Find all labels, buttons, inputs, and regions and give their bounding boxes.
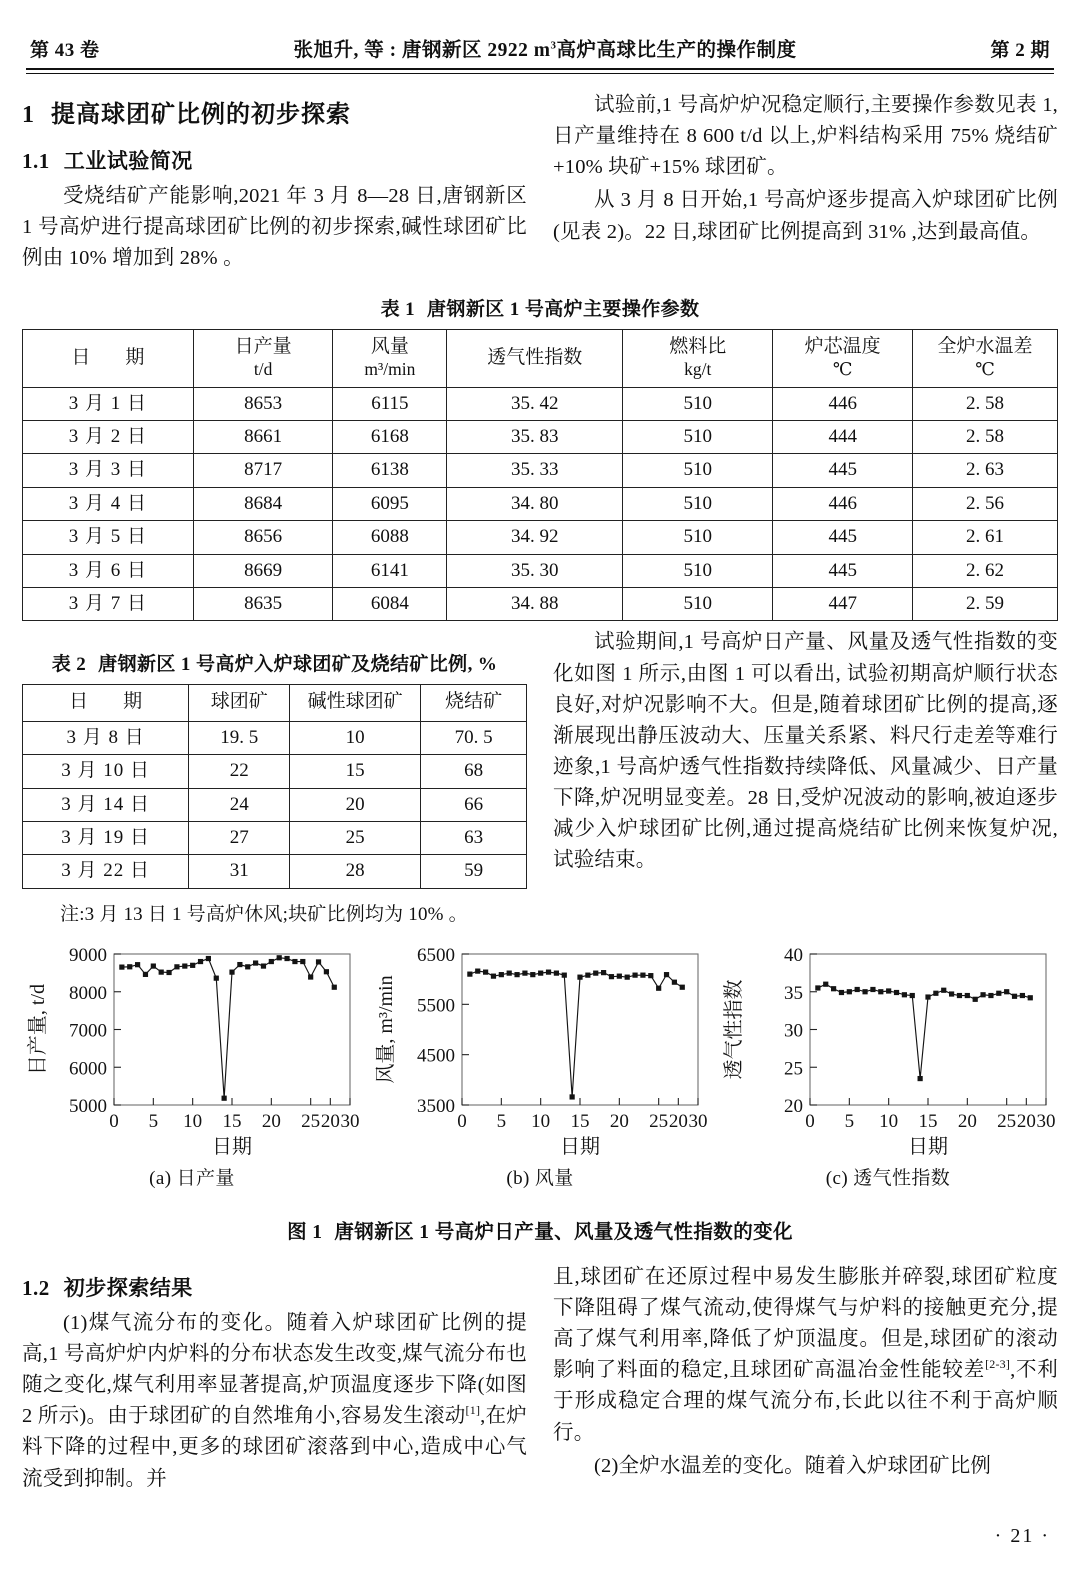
table-row (23, 721, 527, 754)
running-head-title (100, 34, 991, 62)
svg-text:30: 30 (688, 1110, 708, 1132)
table1-col-water-temp-diff-l2: ℃ (975, 358, 995, 379)
table2-caption-label: 表 2 (51, 654, 87, 676)
table-cell-value: 8653 (193, 387, 333, 420)
table-cell-value: 35. 33 (447, 454, 623, 487)
table-cell-value: 70. 5 (421, 721, 527, 754)
table1-col-daily-output-l1: 日产量 (234, 336, 292, 358)
figure-1-caption (22, 1216, 1058, 1244)
right-column-top (553, 90, 1058, 250)
left-column-mid (22, 627, 527, 925)
svg-text:5: 5 (496, 1110, 507, 1132)
table1-col-fuel-ratio-l2: kg/t (684, 358, 712, 379)
table-cell-value: 28 (290, 855, 421, 888)
table1-col-daily-output (193, 330, 333, 387)
table2-col-date: 日 期 (23, 685, 189, 721)
table-cell-value: 35. 83 (447, 420, 623, 453)
table-cell-value: 446 (773, 387, 913, 420)
table1-header-row (23, 330, 1058, 387)
table-cell-value: 22 (189, 755, 290, 788)
figure-1-block (22, 942, 1058, 1244)
table1-body (23, 387, 1058, 621)
running-head-title-prefix: 张旭升, 等 : 唐钢新区 2922 m (293, 40, 551, 61)
table-cell-value: 25 (290, 821, 421, 854)
table-row (23, 554, 1058, 587)
chart-permeability-index (718, 942, 1058, 1157)
svg-text:0: 0 (457, 1110, 467, 1132)
table-cell-value: 6088 (333, 521, 447, 554)
table1-col-permeability (447, 330, 623, 387)
figure-1-caption-label: 图 1 (287, 1221, 323, 1243)
table-cell-value: 63 (421, 821, 527, 854)
svg-text:透气性指数: 透气性指数 (723, 979, 745, 1080)
table2-head (23, 685, 527, 721)
table-cell-value: 34. 92 (447, 521, 623, 554)
table-cell-value: 15 (290, 755, 421, 788)
svg-text:6500: 6500 (417, 944, 455, 966)
left-column-bottom (22, 1262, 527, 1497)
table-cell-date: 3 月 10 日 (23, 755, 189, 788)
running-head-title-suffix: 高炉高球比生产的操作制度 (556, 40, 797, 61)
table-cell-value: 2. 62 (913, 554, 1058, 587)
table-cell-value: 34. 80 (447, 487, 623, 520)
paragraph-right-4 (553, 1262, 1058, 1449)
subsection-heading-1-2 (22, 1272, 527, 1302)
table-cell-value: 446 (773, 487, 913, 520)
table2-col-basic-pellet: 碱性球团矿 (290, 685, 421, 721)
svg-text:20: 20 (320, 1110, 340, 1132)
subsection-number-1-2: 1.2 (22, 1275, 50, 1300)
table-cell-date: 3 月 19 日 (23, 821, 189, 854)
table1-col-blast-volume (333, 330, 447, 387)
svg-text:20: 20 (784, 1095, 803, 1117)
paragraph-right-5: (2)全炉水温差的变化。随着入炉球团矿比例 (594, 1454, 992, 1477)
paragraph-right-2: 从 3 月 8 日开始,1 号高炉逐步提高入炉球团矿比例(见表 2)。22 日,球团矿比例提高到 31% ,达到最高值。 (553, 189, 1058, 243)
table1-col-date (23, 330, 194, 387)
table-cell-value: 510 (623, 554, 773, 587)
table1-col-fuel-ratio-l1: 燃料比 (669, 336, 727, 358)
svg-text:20: 20 (609, 1110, 629, 1132)
right-column-bottom (553, 1262, 1058, 1484)
page-number: · 21 · (994, 1525, 1050, 1547)
table-cell-value: 6168 (333, 420, 447, 453)
paragraph-right-1: 试验前,1 号高炉炉况稳定顺行,主要操作参数见表 1,日产量维持在 8 600 t/d 以上,炉料结构采用 75% 烧结矿+10% 块矿+15% 球团矿。 (553, 94, 1058, 179)
paragraph-left-1: 受烧结矿产能影响,2021 年 3 月 8—28 日,唐钢新区 1 号高炉进行提高球团矿比例的初步探索,碱性球团矿比例由 10% 增加到 28% 。 (22, 185, 527, 270)
svg-text:3500: 3500 (417, 1095, 455, 1117)
table-pellet-sinter-ratio (22, 684, 527, 888)
svg-text:30: 30 (340, 1110, 360, 1132)
table-cell-value: 445 (773, 521, 913, 554)
table1-col-water-temp-diff (913, 330, 1058, 387)
svg-text:4500: 4500 (417, 1045, 455, 1067)
table2-caption (22, 649, 527, 676)
paragraph-left-2-part-b: ,在炉料下降的过程中,更多的球团矿滚落到中心,造成中心气流受到抑制。并 (22, 1405, 527, 1490)
table-cell-value: 66 (421, 788, 527, 821)
table-cell-date: 3 月 1 日 (23, 387, 194, 420)
table-cell-date: 3 月 6 日 (23, 554, 194, 587)
volume-label: 第 43 卷 (30, 40, 100, 61)
table-cell-value: 2. 56 (913, 487, 1058, 520)
table-row (23, 387, 1058, 420)
table-cell-date: 3 月 8 日 (23, 721, 189, 754)
citation-ref-1: [1] (465, 1403, 481, 1418)
table-cell-value: 2. 63 (913, 454, 1058, 487)
table-row (23, 587, 1058, 620)
table2-body (23, 721, 527, 888)
svg-text:6000: 6000 (69, 1058, 107, 1080)
figure-1-row (22, 942, 1058, 1190)
figure-1-caption-text: 唐钢新区 1 号高炉日产量、风量及透气性指数的变化 (334, 1221, 793, 1243)
table-cell-value: 6095 (333, 487, 447, 520)
svg-text:0: 0 (805, 1110, 815, 1132)
table-cell-value: 6084 (333, 587, 447, 620)
paragraph-left-2 (22, 1308, 527, 1495)
running-head (22, 0, 1058, 66)
table1-col-core-temp-l1: 炉芯温度 (804, 336, 881, 358)
table-cell-value: 8684 (193, 487, 333, 520)
table-cell-value: 444 (773, 420, 913, 453)
running-head-title-sup: 3 (550, 39, 557, 52)
table-cell-value: 20 (290, 788, 421, 821)
issue-label: 第 2 期 (990, 40, 1050, 61)
table-row (23, 755, 527, 788)
table1-col-water-temp-diff-l1: 全炉水温差 (937, 336, 1033, 358)
table1-col-date-l1: 日 期 (71, 346, 153, 368)
svg-text:5500: 5500 (417, 995, 455, 1017)
paragraph-left-2-part-a: (1)煤气流分布的变化。随着入炉球团矿比例的提高,1 号高炉炉内炉料的分布状态发生改变,煤气流分布也随之变化,煤气利用率显著提高,炉顶温度逐步下降(如图 2 所示)。由于球团矿的自然堆角小,容易发生滚动 (22, 1311, 527, 1428)
chart-b-container (370, 942, 710, 1190)
table-cell-value: 8669 (193, 554, 333, 587)
mid-columns (22, 627, 1058, 925)
svg-text:15: 15 (570, 1110, 590, 1132)
top-columns (22, 90, 1058, 276)
table-cell-value: 2. 58 (913, 420, 1058, 453)
table2-col-pellet: 球团矿 (189, 685, 290, 721)
subsection-title-1-2: 初步探索结果 (63, 1275, 193, 1300)
right-column-mid (553, 627, 1058, 878)
svg-text:40: 40 (784, 944, 803, 966)
table2-note: 注:3 月 13 日 1 号高炉休风;块矿比例均为 10% 。 (60, 903, 468, 925)
svg-text:5: 5 (844, 1110, 855, 1132)
svg-text:5000: 5000 (69, 1095, 107, 1117)
table-cell-value: 2. 58 (913, 387, 1058, 420)
table-cell-value: 510 (623, 387, 773, 420)
table-row (23, 821, 527, 854)
table-row (23, 420, 1058, 453)
table-cell-value: 510 (623, 454, 773, 487)
table-cell-value: 445 (773, 454, 913, 487)
section-number-1: 1 (22, 102, 35, 128)
svg-text:日期: 日期 (212, 1135, 252, 1157)
table1-col-blast-volume-l1: 风量 (370, 336, 409, 358)
table-cell-value: 510 (623, 587, 773, 620)
paragraph-right-4-part-b: ,不利于形成稳定合理的煤气流分布,长此以往不利于高炉顺行。 (553, 1359, 1058, 1444)
table-row (23, 487, 1058, 520)
svg-text:15: 15 (222, 1110, 242, 1132)
svg-text:15: 15 (918, 1110, 938, 1132)
svg-text:8000: 8000 (69, 982, 107, 1004)
table-cell-value: 8717 (193, 454, 333, 487)
table-cell-value: 35. 42 (447, 387, 623, 420)
header-rule-wrap (22, 68, 1058, 74)
svg-text:5: 5 (148, 1110, 159, 1132)
table-cell-value: 19. 5 (189, 721, 290, 754)
section-title-1: 提高球团矿比例的初步探索 (51, 102, 351, 128)
subsection-number-1-1: 1.1 (22, 149, 50, 173)
svg-text:0: 0 (109, 1110, 119, 1132)
table-cell-date: 3 月 5 日 (23, 521, 194, 554)
table-cell-date: 3 月 3 日 (23, 454, 194, 487)
table-cell-date: 3 月 2 日 (23, 420, 194, 453)
table-main-operating-parameters (22, 329, 1058, 621)
svg-text:20: 20 (668, 1110, 688, 1132)
table-cell-date: 3 月 14 日 (23, 788, 189, 821)
svg-text:10: 10 (183, 1110, 203, 1132)
chart-blast-volume (370, 942, 710, 1157)
table-cell-value: 2. 61 (913, 521, 1058, 554)
table-cell-value: 510 (623, 487, 773, 520)
table-row (23, 521, 1058, 554)
table1-caption-text: 唐钢新区 1 号高炉主要操作参数 (427, 299, 700, 321)
paragraph-right-3: 试验期间,1 号高炉日产量、风量及透气性指数的变化如图 1 所示,由图 1 可以看出, 试验初期高炉顺行状态良好,对炉况影响不大。但是,随着球团矿比例的提高,逐渐展现出静压波动大、压量关系紧、料尺行走差等难行迹象,1 号高炉透气性指数持续降低、风量减少、日产量下降,炉况明显变差。28 日,受炉况波动的影响,被迫逐步减少入炉球团矿比例,通过提高烧结矿比例来恢复炉况,试验结束。 (553, 631, 1058, 872)
table-cell-value: 510 (623, 521, 773, 554)
section-heading-1 (22, 94, 527, 129)
header-double-rule (26, 68, 1054, 74)
table1-col-core-temp (773, 330, 913, 387)
svg-text:30: 30 (1036, 1110, 1056, 1132)
chart-a-subcaption: (a) 日产量 (149, 1167, 235, 1189)
table-cell-value: 59 (421, 855, 527, 888)
table1-col-core-temp-l2: ℃ (832, 358, 853, 379)
subsection-title-1-1: 工业试验简况 (63, 149, 193, 173)
table-cell-value: 24 (189, 788, 290, 821)
paragraph-right-4-part-a: 且,球团矿在还原过程中易发生膨胀并碎裂,球团矿粒度下降阻碍了煤气流动,使得煤气与炉料的接触更充分,提高了煤气利用率,降低了炉顶温度。但是,球团矿的滚动影响了料面的稳定,且球团矿高温冶金性能较差 (553, 1265, 1058, 1382)
subsection-heading-1-1 (22, 145, 527, 175)
svg-text:30: 30 (784, 1020, 803, 1042)
table-cell-value: 445 (773, 554, 913, 587)
table-cell-value: 6141 (333, 554, 447, 587)
svg-text:25: 25 (649, 1110, 669, 1132)
table-cell-date: 3 月 4 日 (23, 487, 194, 520)
table2-header-row (23, 685, 527, 721)
table-cell-value: 27 (189, 821, 290, 854)
svg-text:日产量, t/d: 日产量, t/d (27, 983, 49, 1075)
table1-col-permeability-l1: 透气性指数 (487, 346, 583, 368)
table-cell-date: 3 月 22 日 (23, 855, 189, 888)
table-cell-value: 10 (290, 721, 421, 754)
table-cell-value: 8656 (193, 521, 333, 554)
left-column-top (22, 90, 527, 276)
table-cell-value: 2. 59 (913, 587, 1058, 620)
table1-caption (22, 294, 1058, 321)
svg-text:日期: 日期 (908, 1135, 948, 1157)
table2-caption-text: 唐钢新区 1 号高炉入炉球团矿及烧结矿比例, % (98, 654, 498, 676)
table-row (23, 855, 527, 888)
table-cell-value: 8661 (193, 420, 333, 453)
svg-text:9000: 9000 (69, 944, 107, 966)
table1-head (23, 330, 1058, 387)
svg-text:20: 20 (957, 1110, 977, 1132)
table-row (23, 788, 527, 821)
table-cell-value: 6138 (333, 454, 447, 487)
table1-col-blast-volume-l2: m³/min (364, 358, 416, 379)
chart-b-subcaption: (b) 风量 (506, 1167, 574, 1189)
table-cell-value: 8635 (193, 587, 333, 620)
svg-text:20: 20 (261, 1110, 281, 1132)
svg-text:20: 20 (1016, 1110, 1036, 1132)
svg-text:风量, m³/min: 风量, m³/min (375, 975, 397, 1084)
table-row (23, 454, 1058, 487)
svg-text:日期: 日期 (560, 1135, 600, 1157)
svg-text:7000: 7000 (69, 1020, 107, 1042)
svg-text:25: 25 (997, 1110, 1017, 1132)
table1-caption-label: 表 1 (380, 299, 416, 321)
chart-daily-output (22, 942, 362, 1157)
table1-col-fuel-ratio (623, 330, 773, 387)
citation-ref-2: [2-3] (985, 1357, 1011, 1372)
table2-col-sinter: 烧结矿 (421, 685, 527, 721)
table-cell-value: 68 (421, 755, 527, 788)
chart-c-subcaption: (c) 透气性指数 (825, 1167, 951, 1189)
table-cell-value: 34. 88 (447, 587, 623, 620)
table-cell-value: 510 (623, 420, 773, 453)
chart-a-container (22, 942, 362, 1190)
table-cell-value: 35. 30 (447, 554, 623, 587)
table1-col-daily-output-l2: t/d (253, 358, 273, 379)
svg-text:10: 10 (879, 1110, 899, 1132)
chart-c-container (718, 942, 1058, 1190)
table-cell-value: 447 (773, 587, 913, 620)
svg-text:35: 35 (784, 982, 803, 1004)
bottom-columns (22, 1262, 1058, 1497)
table-cell-value: 6115 (333, 387, 447, 420)
svg-text:25: 25 (784, 1058, 803, 1080)
table-cell-value: 31 (189, 855, 290, 888)
svg-text:10: 10 (531, 1110, 551, 1132)
table-cell-date: 3 月 7 日 (23, 587, 194, 620)
svg-text:25: 25 (301, 1110, 321, 1132)
